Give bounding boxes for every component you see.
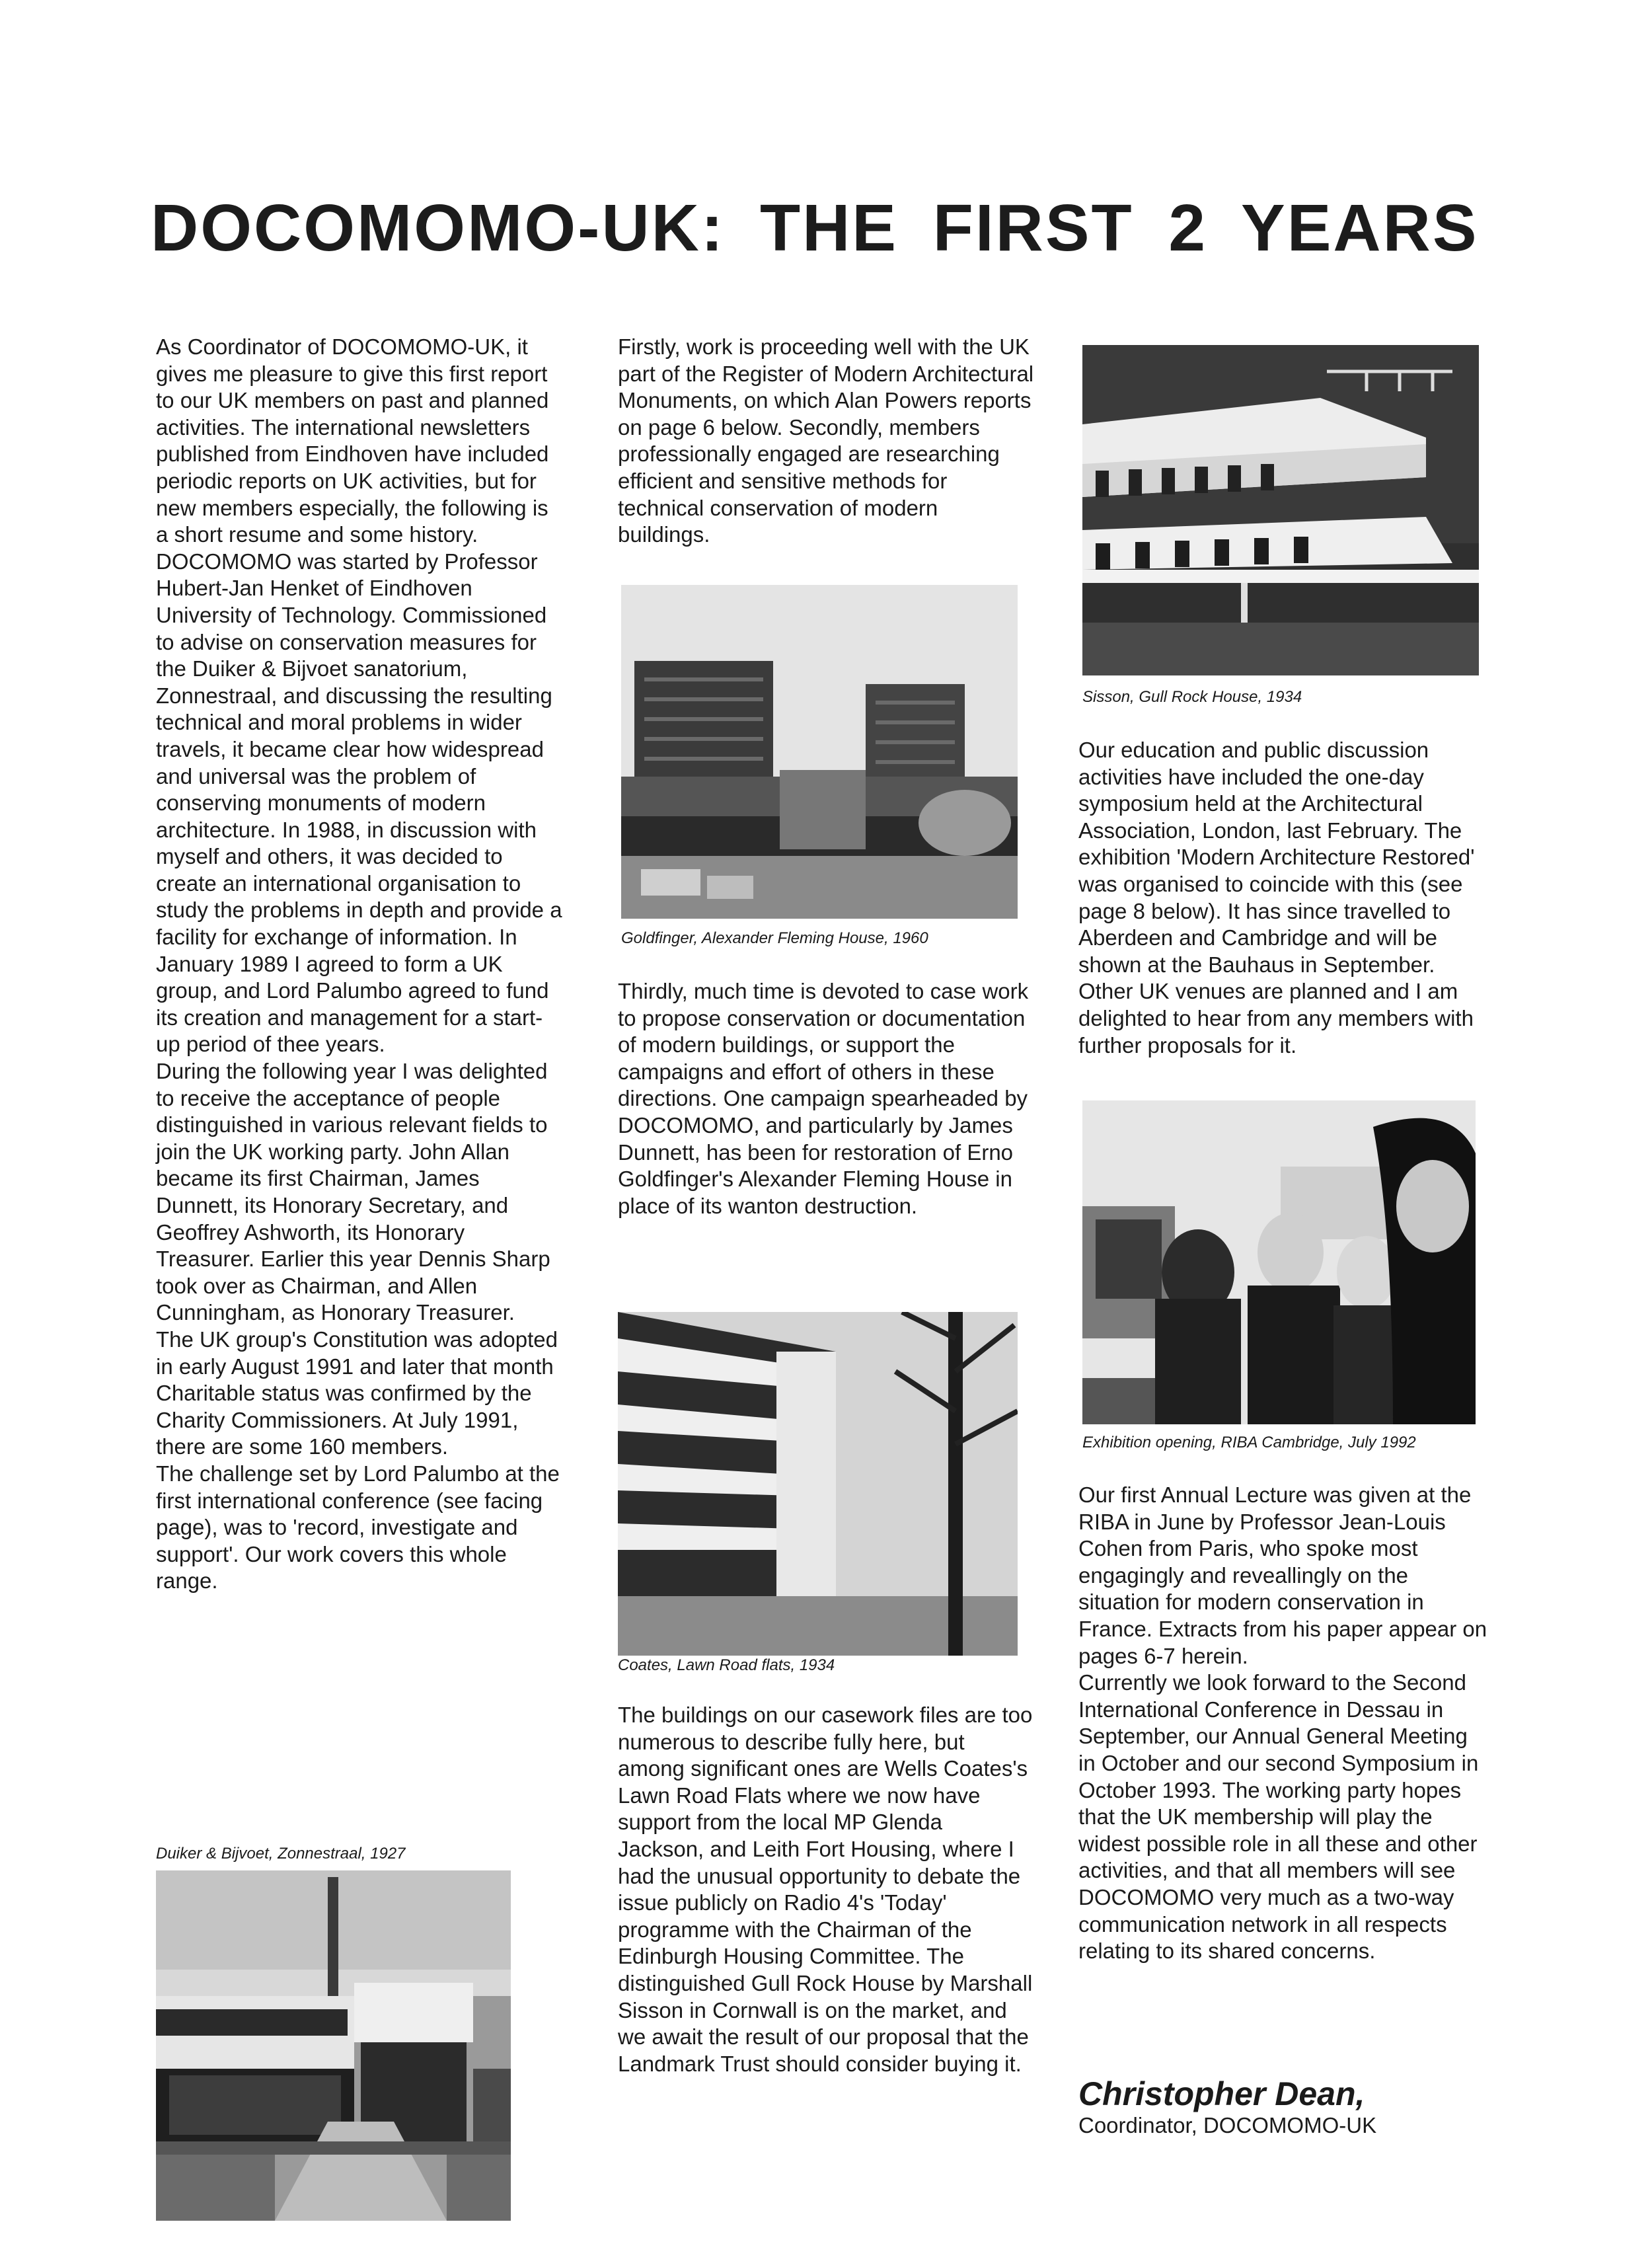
column-1 (156, 334, 566, 1595)
page-title: DOCOMOMO-UK: THE FIRST 2 YEARS (151, 191, 1479, 265)
col1-paragraph: DOCOMOMO was started by Professor Hubert-Jan Henket of Eindhoven University of Technology. Commissioned to advise on conservation measures for the Duiker & Bijvoet sanatorium, Zonnestraal, and discussing the resulting technical and moral problems in wider travels, it became clear how widespread and universal was the problem of conserving monuments of modern architecture. In 1988, in discussion with myself and others, it was decided to create an international organisation to study the problems in depth and provide a facility for exchange of information. In January 1989 I agreed to form a UK group, and Lord Palumbo agreed to fund its creation and management for a start-up period of thee years. (156, 549, 562, 1057)
col2-paragraph: Firstly, work is proceeding well with the UK part of the Register of Modern Architectural Monuments, on which Alan Powers reports on page 6 below. Secondly, members professionally engaged are researching efficient and sensitive methods for technical conservation of modern buildings. (618, 334, 1034, 547)
col3-paragraph: Our first Annual Lecture was given at the RIBA in June by Professor Jean-Louis Cohen from Paris, who spoke most engagingly and reveallingly on the situation for modern conservation in France. Extracts from his paper appear on pages 6-7 herein. (1078, 1482, 1487, 1668)
column-2-bottom (618, 1702, 1034, 2077)
caption-zonnestraal: Duiker & Bijvoet, Zonnestraal, 1927 (156, 1845, 406, 1863)
caption-coates: Coates, Lawn Road flats, 1934 (618, 1656, 835, 1674)
signature-block (1078, 2075, 1501, 2139)
col1-paragraph: As Coordinator of DOCOMOMO-UK, it gives me pleasure to give this first report to our UK members on past and planned activities. The international newsletters published from Eindhoven have included periodic reports on UK activities, but for new members especially, the following is a short resume and some history. (156, 334, 549, 547)
caption-exhibition: Exhibition opening, RIBA Cambridge, July 1992 (1082, 1434, 1416, 1451)
photo-alexander-fleming-house (621, 585, 1018, 919)
col1-paragraph: The challenge set by Lord Palumbo at the first international conference (see facing page), was to 'record, investigate and support'. Our work covers this whole range. (156, 1461, 560, 1594)
signature-name: Christopher Dean, (1078, 2075, 1365, 2112)
photo-exhibition-opening (1082, 1100, 1476, 1424)
col3-paragraph: Currently we look forward to the Second International Conference in Dessau in September, our Annual General Meeting in October and our second Symposium in October 1993. The working party hopes that the UK membership will play the widest possible role in all these and other activities, and that all members will see DOCOMOMO very much as a two-way communication network in all respects relating to its shared concerns. (1078, 1670, 1479, 1964)
caption-goldfinger: Goldfinger, Alexander Fleming House, 1960 (621, 929, 928, 947)
col2-paragraph: Thirdly, much time is devoted to case work to propose conservation or documentation of modern buildings, or support the campaigns and effort of others in these directions. One campaign spearheaded by DOCOMOMO, and particularly by James Dunnett, has been for restoration of Erno Goldfinger's Alexander Fleming House in place of its wanton destruction. (618, 979, 1029, 1218)
col1-paragraph: During the following year I was delighted to receive the acceptance of people distinguished in various relevant fields to join the UK working party. John Allan became its first Chairman, James Dunnett, its Honorary Secretary, and Geoffrey Ashworth, its Honorary Treasurer. Earlier this year Dennis Sharp took over as Chairman, and Allen Cunningham, as Honorary Treasurer. (156, 1059, 550, 1325)
column-2-middle (618, 978, 1034, 1219)
col2-paragraph: The buildings on our casework files are too numerous to describe fully here, but among significant ones are Wells Coates's Lawn Road Flats where we now have support from the local MP Glenda Jackson, and Leith Fort Housing, where I had the unusual opportunity to debate the issue publicly on Radio 4's 'Today' programme with the Chairman of the Edinburgh Housing Committee. The distinguished Gull Rock House by Marshall Sisson in Cornwall is on the market, and we await the result of our proposal that the Landmark Trust should consider buying it. (618, 1703, 1033, 2076)
signature-role: Coordinator, DOCOMOMO-UK (1078, 2113, 1377, 2137)
column-3-top (1078, 737, 1488, 1059)
photo-lawn-road-flats (618, 1312, 1018, 1656)
caption-sisson: Sisson, Gull Rock House, 1934 (1082, 688, 1302, 706)
photo-gull-rock-house (1082, 345, 1479, 675)
col3-paragraph: Our education and public discussion activities have included the one-day symposium held at the Architectural Association, London, last February. The exhibition 'Modern Architecture Restored' was organised to coincide with this (see page 8 below). It has since travelled to Aberdeen and Cambridge and will be shown at the Bauhaus in September. Other UK venues are planned and I am delighted to hear from any members with further proposals for it. (1078, 738, 1475, 1057)
column-2 (618, 334, 1034, 549)
photo-zonnestraal (156, 1870, 511, 2221)
column-3-bottom (1078, 1482, 1488, 1965)
col1-paragraph: The UK group's Constitution was adopted in early August 1991 and later that month Charitable status was confirmed by the Charity Commissioners. At July 1991, there are some 160 members. (156, 1326, 558, 1459)
